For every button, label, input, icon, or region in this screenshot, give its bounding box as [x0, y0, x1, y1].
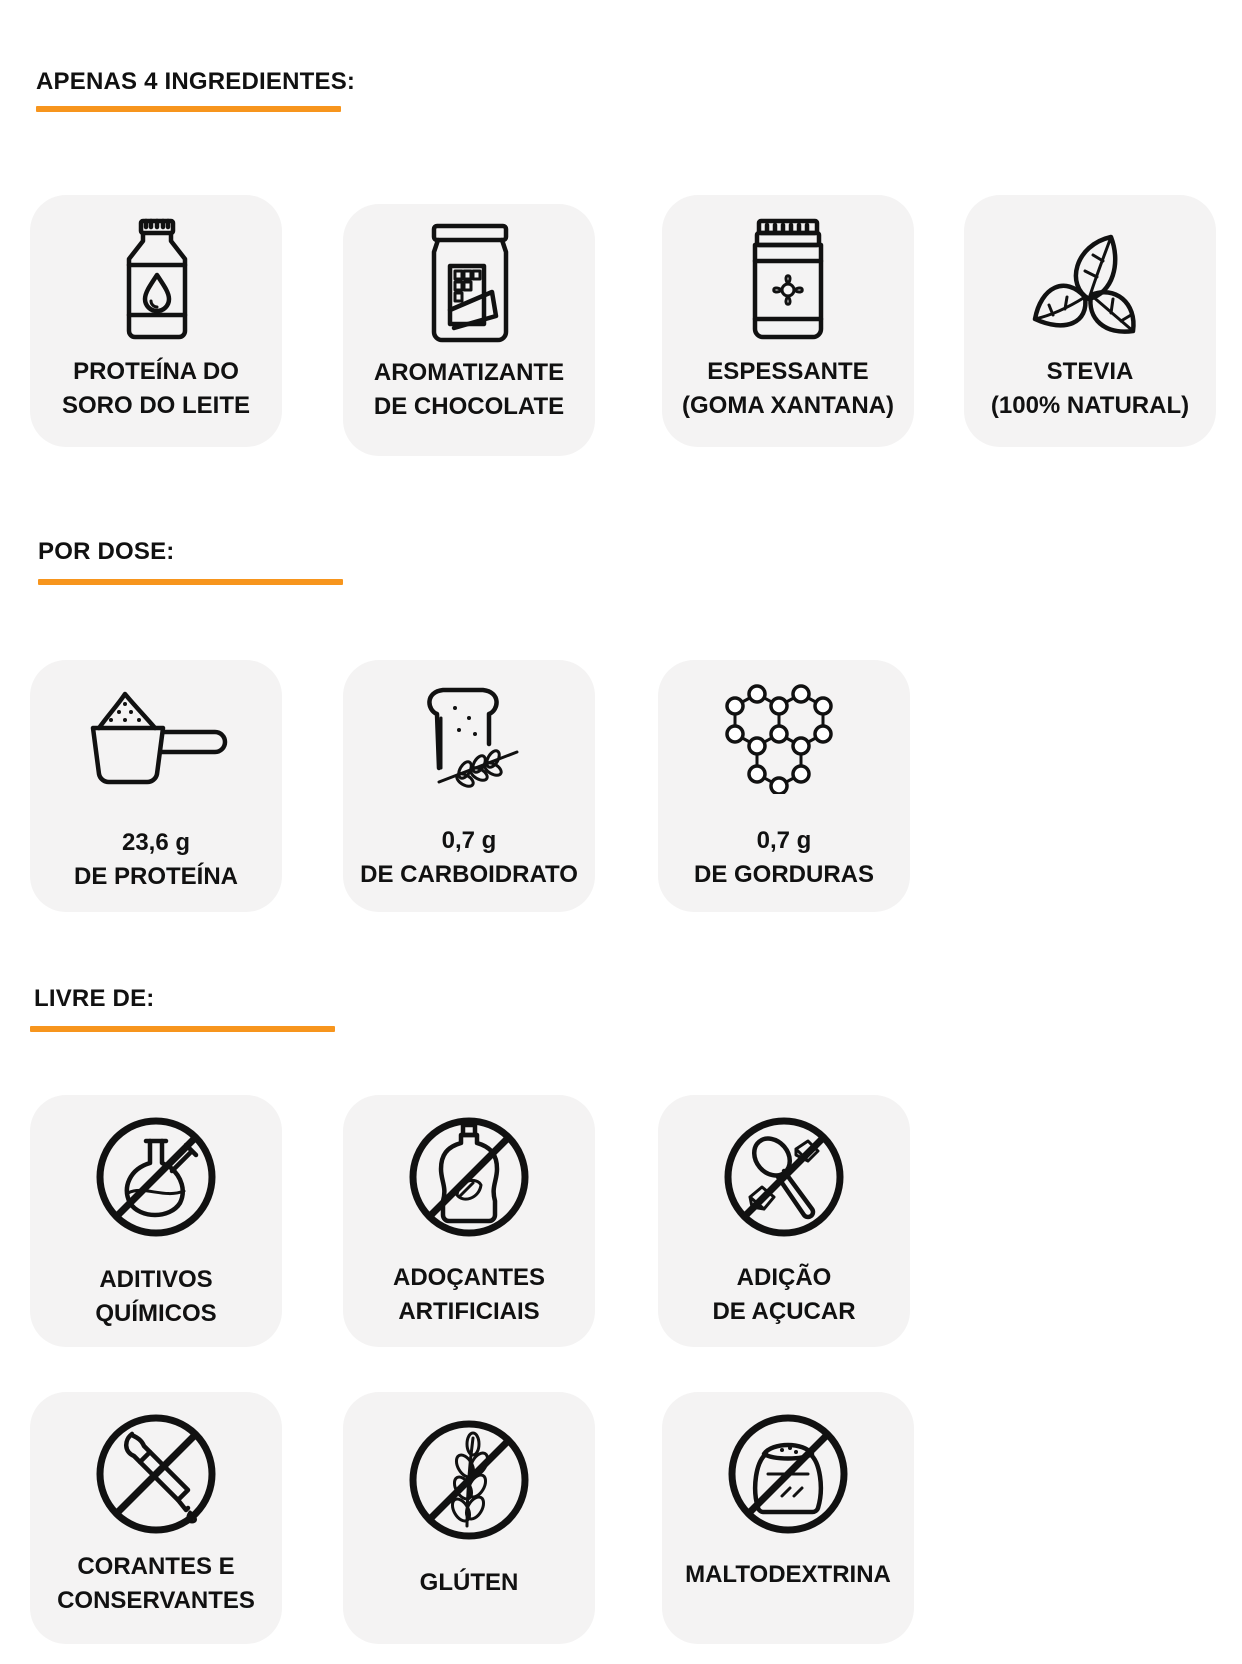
free-label: ADITIVOS QUÍMICOS — [95, 1266, 217, 1327]
stevia-leaves-icon — [1025, 215, 1155, 345]
free-card-sugar — [658, 1095, 910, 1347]
dose-label: 0,7 g DE GORDURAS — [693, 827, 874, 888]
no-gluten-wheat-icon — [407, 1418, 531, 1542]
no-sugar-spoon-icon — [722, 1115, 846, 1239]
ingredient-label: AROMATIZANTE DE CHOCOLATE — [373, 359, 565, 420]
section-underline — [38, 579, 343, 585]
free-label: ADIÇÃO DE AÇUCAR — [712, 1264, 856, 1325]
dose-card-carbs — [343, 660, 595, 912]
ingredient-card-xanthan — [662, 195, 914, 447]
free-label: GLÚTEN — [419, 1569, 519, 1596]
no-sweetener-bottle-icon — [407, 1115, 531, 1239]
ingredient-label: PROTEÍNA DO SORO DO LEITE — [61, 358, 250, 419]
milk-bottle-icon — [91, 215, 221, 345]
no-maltodextrin-sack-icon — [726, 1412, 850, 1536]
ingredient-card-stevia — [964, 195, 1216, 447]
section-title-per-dose: POR DOSE: — [38, 538, 175, 565]
ingredient-label: ESPESSANTE (GOMA XANTANA) — [682, 358, 894, 419]
section-underline — [30, 1026, 335, 1032]
molecule-icon — [719, 684, 849, 794]
ingredient-card-chocolate — [343, 204, 595, 456]
bread-wheat-icon — [409, 684, 529, 794]
dose-label: 23,6 g DE PROTEÍNA — [73, 829, 238, 890]
chocolate-jar-icon — [404, 218, 534, 348]
free-card-gluten — [343, 1392, 595, 1644]
section-title-ingredients: APENAS 4 INGREDIENTES: — [36, 68, 356, 95]
protein-scoop-icon — [81, 684, 231, 794]
ingredient-card-whey — [30, 195, 282, 447]
section-underline — [36, 106, 341, 112]
free-card-maltodextrin — [662, 1392, 914, 1644]
free-label: MALTODEXTRINA — [685, 1561, 891, 1588]
free-label: ADOÇANTES ARTIFICIAIS — [392, 1264, 545, 1325]
thickener-jar-icon — [723, 215, 853, 345]
free-card-chemicals — [30, 1095, 282, 1347]
section-title-free-from: LIVRE DE: — [34, 985, 155, 1012]
free-label: CORANTES E CONSERVANTES — [57, 1553, 255, 1614]
no-chemical-flask-icon — [94, 1115, 218, 1239]
dose-label: 0,7 g DE CARBOIDRATO — [360, 827, 578, 888]
ingredient-label: STEVIA (100% NATURAL) — [990, 358, 1190, 419]
dose-card-fat — [658, 660, 910, 912]
no-dropper-icon — [94, 1412, 218, 1536]
free-card-colorants — [30, 1392, 282, 1644]
dose-card-protein — [30, 660, 282, 912]
free-card-sweeteners — [343, 1095, 595, 1347]
